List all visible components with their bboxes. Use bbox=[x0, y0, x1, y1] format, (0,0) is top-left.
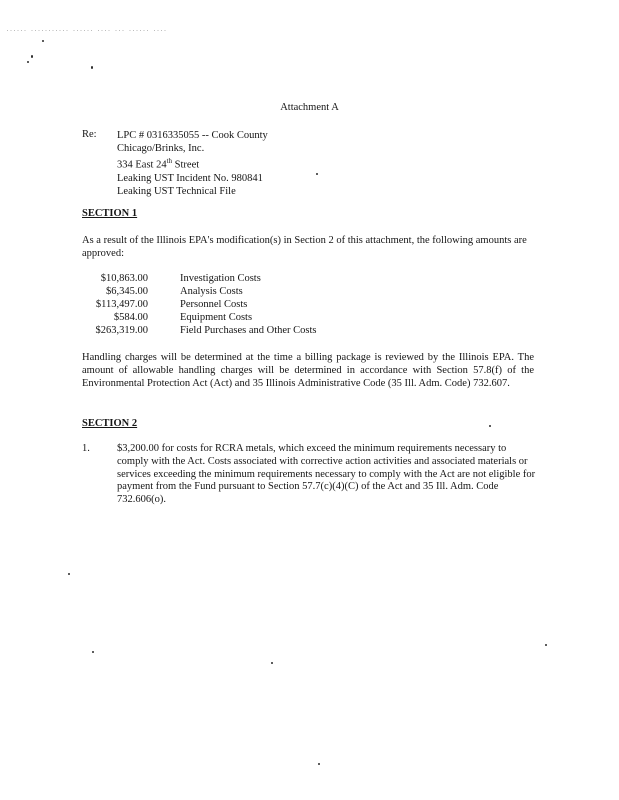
scan-speck bbox=[42, 40, 44, 42]
re-line-file: Leaking UST Technical File bbox=[117, 186, 236, 198]
scan-speck bbox=[91, 66, 93, 69]
cost-amount: $263,319.00 bbox=[95, 324, 148, 336]
page-title: Attachment A bbox=[280, 102, 339, 113]
ordinal-suffix: th bbox=[166, 157, 173, 166]
cost-label: Field Purchases and Other Costs bbox=[180, 324, 317, 336]
re-line-address: 334 East 24th Street bbox=[117, 157, 200, 171]
cost-amount: $113,497.00 bbox=[95, 298, 148, 310]
cost-row bbox=[82, 273, 317, 286]
scan-speck bbox=[27, 61, 29, 63]
scan-speck bbox=[271, 662, 273, 664]
cost-table bbox=[82, 273, 317, 338]
list-item-number: 1. bbox=[82, 443, 90, 454]
cost-row bbox=[82, 286, 317, 299]
cost-amount: $10,863.00 bbox=[100, 273, 148, 284]
cost-amount: $6,345.00 bbox=[106, 285, 148, 297]
re-line-incident: Leaking UST Incident No. 980841 bbox=[117, 173, 263, 185]
cost-row bbox=[82, 299, 317, 312]
cost-row bbox=[82, 312, 317, 325]
scan-speck bbox=[316, 173, 318, 175]
scan-speck bbox=[318, 763, 320, 765]
cost-row bbox=[82, 325, 317, 338]
scan-speck bbox=[31, 55, 33, 58]
section-1-heading: SECTION 1 bbox=[82, 208, 138, 219]
scan-speck bbox=[68, 573, 70, 575]
scan-speck bbox=[92, 651, 94, 653]
cost-label: Analysis Costs bbox=[180, 285, 243, 297]
scan-speck bbox=[545, 644, 547, 646]
cost-label: Personnel Costs bbox=[180, 298, 248, 310]
fax-header: ...... ........... ...... .... ... ...... .... bbox=[6, 27, 168, 33]
cost-amount: $584.00 bbox=[113, 311, 148, 323]
re-line-lpc: LPC # 0316335055 -- Cook County bbox=[117, 130, 268, 141]
list-item-text: $3,200.00 for costs for RCRA metals, which exceed the minimum requirements necessary to comply with the Act. Costs associated with corrective action activities and associated materials or services exceeding the minimum requirements necessary to comply with the Act are not eligible for payment from the Fund pursuant to Section 57.7(c)(4)(C) of the Act and 35 Ill. Adm. Code 732.606(o). bbox=[117, 443, 536, 506]
cost-label: Equipment Costs bbox=[180, 311, 253, 323]
re-line-company: Chicago/Brinks, Inc. bbox=[117, 143, 205, 155]
scan-speck bbox=[489, 425, 491, 427]
cost-label: Investigation Costs bbox=[180, 273, 261, 284]
re-label: Re: bbox=[82, 129, 97, 140]
re-block bbox=[117, 129, 268, 199]
section-2-heading: SECTION 2 bbox=[82, 418, 138, 429]
handling-charges-paragraph: Handling charges will be determined at the time a billing package is reviewed by the Illinois EPA. The amount of allowable handling charges will be determined in accordance with Section 57.8(f) of the Environmental Protection Act (Act) and 35 Illinois Administrative Code (35 Ill. Adm. Code) 732.607. bbox=[82, 352, 534, 389]
section-1-intro: As a result of the Illinois EPA's modification(s) in Section 2 of this attachment, the following amounts are approved: bbox=[82, 235, 527, 259]
